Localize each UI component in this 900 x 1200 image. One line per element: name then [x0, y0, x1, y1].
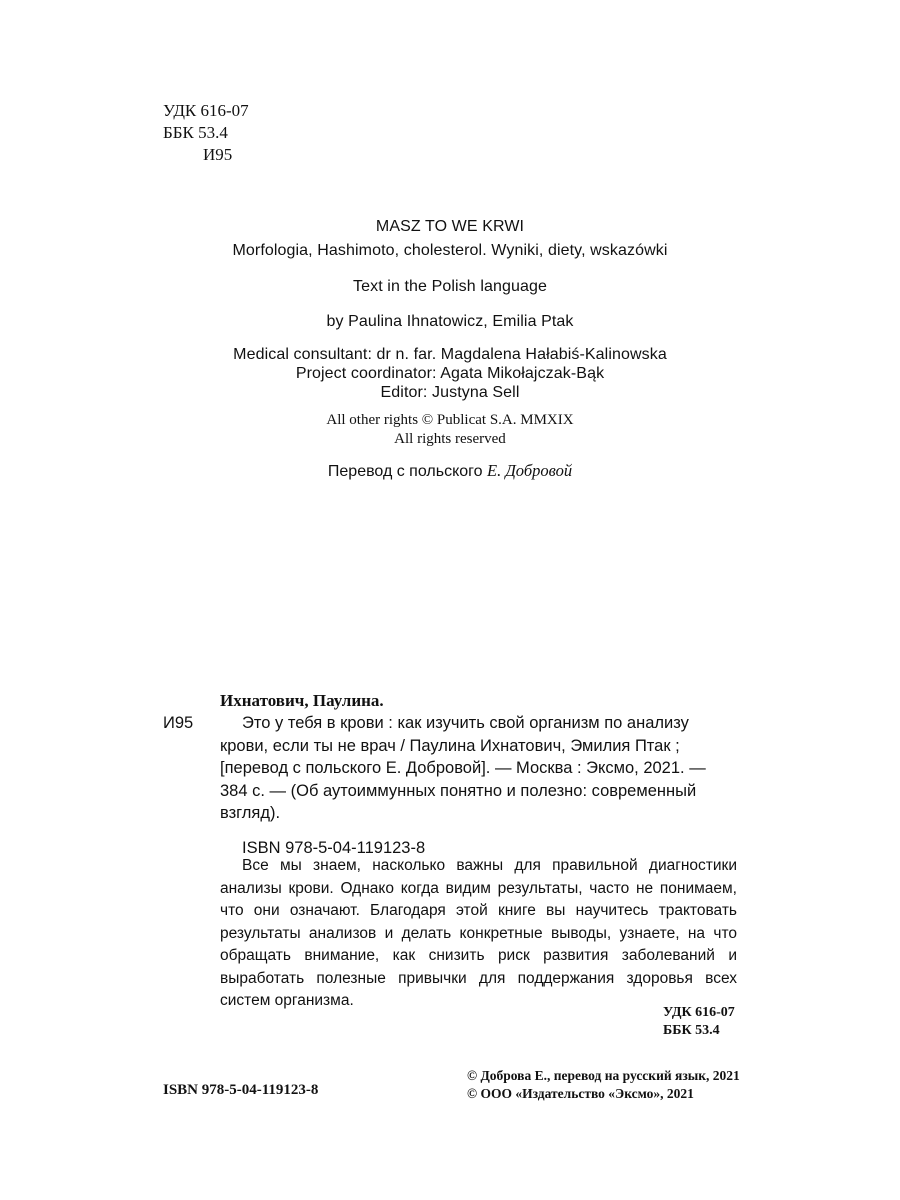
- bib-line: [перевод с польского Е. Добровой]. — Москва : Эксмо, 2021. —: [220, 759, 706, 777]
- original-subtitle: Morfologia, Hashimoto, cholesterol. Wyniki, diety, wskazówki: [232, 242, 668, 259]
- author-mark: И95: [203, 145, 233, 164]
- rights-line-2: All rights reserved: [394, 431, 506, 447]
- translation-prefix: Перевод с польского: [327, 463, 483, 480]
- copyright-translation: © Доброва Е., перевод на русский язык, 2021: [467, 1068, 740, 1083]
- bbk-code-bottom: ББК 53.4: [663, 1023, 720, 1038]
- bbk-code: ББК 53.4: [163, 123, 228, 142]
- original-title: MASZ TO WE KRWI: [375, 218, 525, 235]
- bibliographic-record: [163, 690, 738, 859]
- translation-credit: [0, 461, 900, 481]
- credits: [0, 345, 900, 402]
- bib-line: Это у тебя в крови : как изучить свой организм по анализу: [242, 714, 689, 732]
- copyright-block: [467, 1067, 740, 1103]
- translator-name: Е. Добровой: [486, 461, 573, 480]
- isbn-bottom: ISBN 978-5-04-119123-8: [163, 1082, 319, 1098]
- language-note: Text in the Polish language: [353, 278, 547, 295]
- rights-notice: [0, 411, 900, 449]
- project-coordinator: Project coordinator: Agata Mikołajczak-Bąk: [295, 365, 605, 382]
- bib-line: взгляд).: [220, 804, 281, 822]
- author-heading: Ихнатович, Паулина.: [220, 691, 384, 710]
- classification-codes-top: [163, 100, 249, 166]
- udk-code: УДК 616-07: [163, 101, 249, 120]
- udk-code-bottom: УДК 616-07: [663, 1005, 735, 1020]
- rights-line-1: All other rights © Publicat S.A. MMXIX: [326, 412, 574, 428]
- original-authors: by Paulina Ihnatowicz, Emilia Ptak: [326, 313, 574, 330]
- class-mark: И95: [163, 714, 194, 732]
- annotation: Все мы знаем, насколько важны для правильной диагностики анализы крови. Однако когда видим результаты, часто не понимаем, что они означают. Благодаря этой книге вы научитесь трактовать результаты анализов и делать конкретные выводы, узнаете, на что обращать внимание, как снизить риск развития заболеваний и выработать полезные привычки для поддержания здоровья всех систем организма.: [220, 857, 737, 1009]
- medical-consultant: Medical consultant: dr n. far. Magdalena Hałabiś-Kalinowska: [233, 346, 667, 363]
- bibliographic-description: [220, 712, 738, 825]
- bib-line: крови, если ты не врач / Паулина Ихнатович, Эмилия Птак ;: [220, 736, 680, 755]
- bib-line: 384 с. — (Об аутоиммунных понятно и полезно: современный: [220, 781, 697, 800]
- classification-codes-bottom: [663, 1004, 735, 1040]
- bib-isbn: ISBN 978-5-04-119123-8: [242, 838, 426, 857]
- copyright-publisher: © ООО «Издательство «Эксмо», 2021: [467, 1086, 694, 1101]
- editor: Editor: Justyna Sell: [380, 384, 520, 401]
